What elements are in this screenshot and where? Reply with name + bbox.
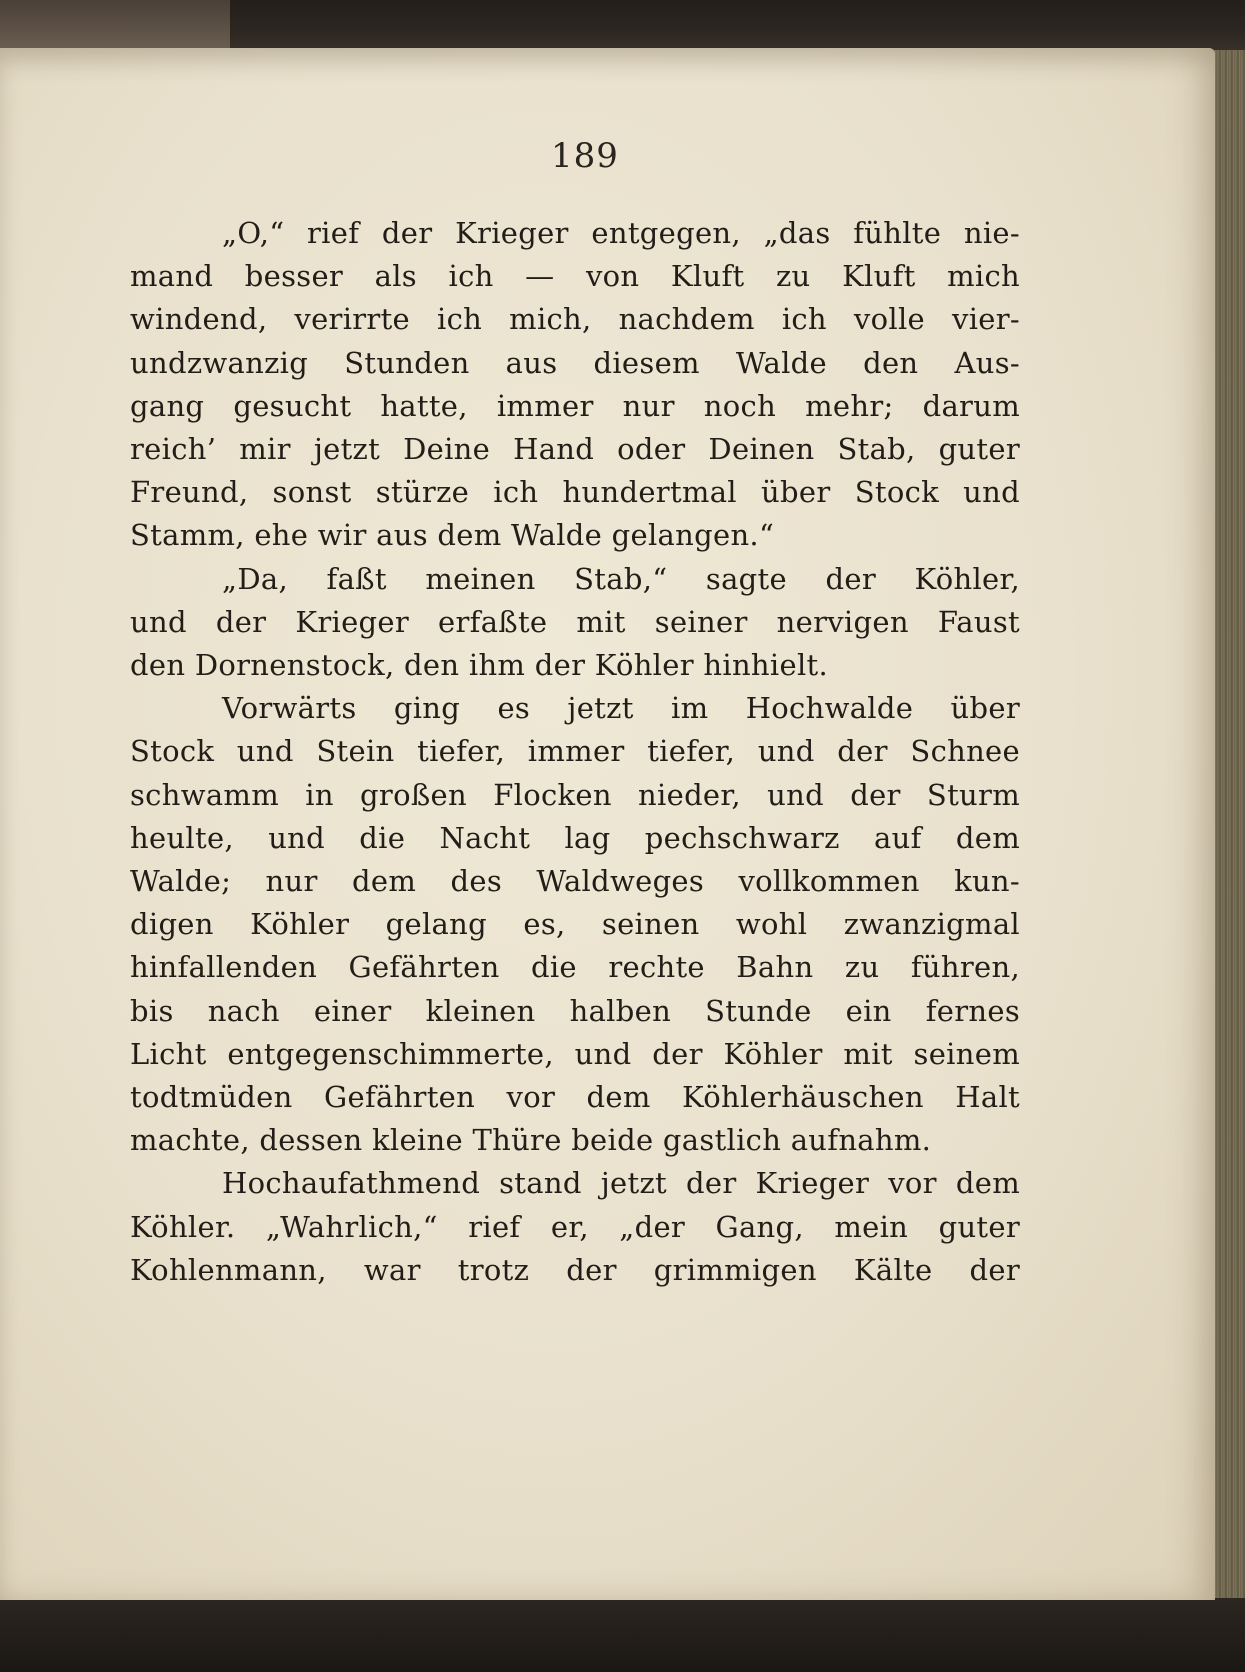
page-text <box>130 212 1020 1292</box>
text-line: Köhler. „Wahrlich,“ rief er, „der Gang, mein guter <box>130 1209 1020 1244</box>
text-line: Walde; nur dem des Waldweges vollkommen kun- <box>130 864 1020 899</box>
text-line: Vorwärts ging es jetzt im Hochwalde über <box>222 691 1020 726</box>
text-line: Stamm, ehe wir aus dem Walde gelangen.“ <box>130 518 775 553</box>
text-line: den Dornenstock, den ihm der Köhler hinhielt. <box>130 648 828 683</box>
text-line: reich’ mir jetzt Deine Hand oder Deinen Stab, guter <box>130 432 1020 467</box>
book-cover-corner <box>0 0 230 52</box>
text-line: „O,“ rief der Krieger entgegen, „das fühlte nie- <box>222 216 1020 250</box>
text-line: mand besser als ich — von Kluft zu Kluft mich <box>130 259 1020 294</box>
text-line: hinfallenden Gefährten die rechte Bahn zu führen, <box>130 950 1020 985</box>
text-line: Freund, sonst stürze ich hundertmal über Stock und <box>130 475 1020 510</box>
text-line: digen Köhler gelang es, seinen wohl zwanzigmal <box>130 907 1020 942</box>
text-line: „Da, faßt meinen Stab,“ sagte der Köhler, <box>222 561 1020 596</box>
text-line: Stock und Stein tiefer, immer tiefer, und der Schnee <box>130 734 1020 769</box>
text-line: bis nach einer kleinen halben Stunde ein fernes <box>130 993 1020 1028</box>
text-line: schwamm in großen Flocken nieder, und der Sturm <box>130 777 1020 812</box>
text-line: todtmüden Gefährten vor dem Köhlerhäuschen Halt <box>130 1080 1020 1115</box>
text-line: windend, verirrte ich mich, nachdem ich volle vier- <box>130 302 1020 337</box>
text-line: Hochaufathmend stand jetzt der Krieger vor dem <box>222 1166 1020 1201</box>
text-line: gang gesucht hatte, immer nur noch mehr; darum <box>130 388 1020 423</box>
text-line: undzwanzig Stunden aus diesem Walde den Aus- <box>130 345 1020 380</box>
text-line: und der Krieger erfaßte mit seiner nervigen Faust <box>130 604 1020 639</box>
text-line: Licht entgegenschimmerte, und der Köhler mit seinem <box>130 1036 1020 1071</box>
text-line: machte, dessen kleine Thüre beide gastlich aufnahm. <box>130 1123 932 1158</box>
book-cover-bottom-edge <box>0 1598 1245 1672</box>
text-line: Kohlenmann, war trotz der grimmigen Kälte der <box>130 1252 1020 1287</box>
text-line: heulte, und die Nacht lag pechschwarz auf dem <box>130 820 1020 855</box>
page-number: 189 <box>551 136 619 176</box>
